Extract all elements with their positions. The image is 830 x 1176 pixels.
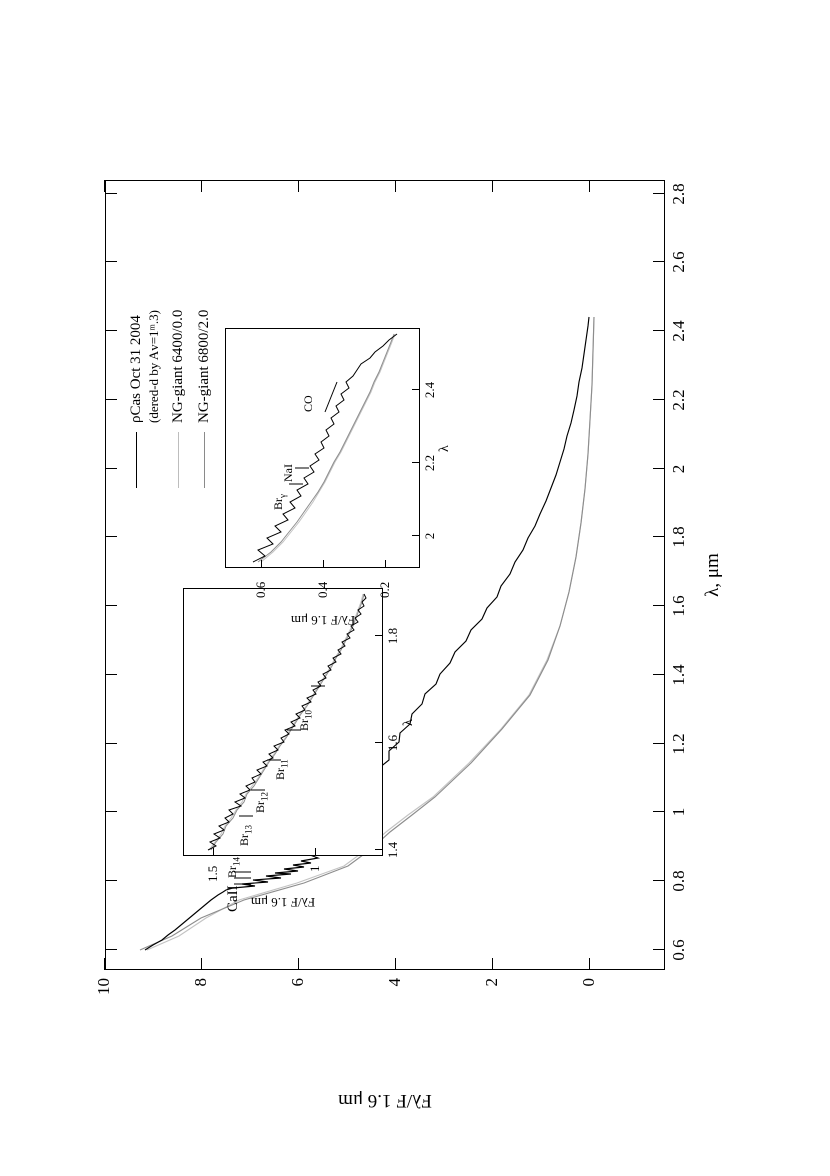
xtick-label: 2.6 xyxy=(669,251,688,273)
inset-h-xtick: 1.6 xyxy=(385,734,400,752)
inset-h-xtick: 1.8 xyxy=(385,627,400,645)
xtick-label: 0.8 xyxy=(669,870,688,892)
legend-swatch-black xyxy=(136,432,137,488)
feature-br11: $Br_{11}$ xyxy=(273,759,290,780)
inset-h-xtick: 1.4 xyxy=(385,841,400,859)
ytick-label: 0 xyxy=(579,978,598,987)
feature-brgamma: $Br_\gamma$ xyxy=(271,494,288,510)
legend-label: NG-giant 6800/2.0 xyxy=(195,309,212,423)
xtick-label: 2.8 xyxy=(669,183,688,205)
legend-sublabel: (dered-d by Aᴠ=1ᵐ.3) xyxy=(145,310,161,423)
legend-item-rho-cas xyxy=(127,310,162,488)
feature-br14: $Br_{14}$ xyxy=(225,857,242,878)
xtick-label: 2 xyxy=(669,464,688,474)
inset-k-ytick: 0.2 xyxy=(377,581,392,598)
feature-br10: $Br_{10}$ xyxy=(297,710,314,731)
x-axis-title: λ, μm xyxy=(702,553,723,597)
legend-swatch-dark-gray xyxy=(204,432,205,488)
xtick-label: 1.2 xyxy=(669,733,688,755)
inset-k-ytick: 0.4 xyxy=(315,581,330,598)
inset-h-ytitle: Fλ/F 1.6 μm xyxy=(250,895,316,910)
feature-co: CO xyxy=(301,395,315,412)
legend-item-ng-6800 xyxy=(195,310,214,488)
ytick-label: 4 xyxy=(385,978,404,987)
xtick-label: 1.4 xyxy=(669,664,688,686)
ytick-label: 10 xyxy=(94,978,113,995)
xtick-label: 1 xyxy=(669,807,688,817)
spectrum-figure xyxy=(65,88,765,1111)
inset-k-ytick: 0.6 xyxy=(253,581,268,598)
annotation-caii: CaII xyxy=(225,885,241,912)
xtick-label: 1.6 xyxy=(669,595,688,617)
legend-label: ρCas Oct 31 2004 xyxy=(128,315,144,423)
inset-k-xtick: 2 xyxy=(422,532,437,540)
inset-h-band-curves xyxy=(183,588,383,856)
xtick-label: 0.6 xyxy=(669,939,688,961)
inset-k-ytitle: Fλ/F 1.6 μm xyxy=(290,613,356,628)
feature-br13: $Br_{13}$ xyxy=(237,825,254,846)
inset-k-xtick: 2.2 xyxy=(422,454,437,472)
legend-label: NG-giant 6400/0.0 xyxy=(170,309,186,423)
legend-item-ng-6400 xyxy=(169,310,188,488)
xtick-label: 2.4 xyxy=(669,320,688,342)
xtick-label: 1.8 xyxy=(669,526,688,548)
feature-br12: $Br_{12}$ xyxy=(253,792,270,813)
ytick-label: 2 xyxy=(482,978,501,987)
legend-swatch-light-gray xyxy=(178,432,179,488)
inset-h-ytick: 1 xyxy=(307,865,322,872)
y-axis-title: Fλ/F 1.6 μm xyxy=(338,1090,432,1111)
inset-k-xtitle: λ xyxy=(437,445,452,452)
ytick-label: 6 xyxy=(288,978,307,987)
feature-nai: NaI xyxy=(281,464,295,482)
inset-k-band-curves xyxy=(225,328,420,568)
inset-k-xtick: 2.4 xyxy=(422,381,437,399)
inset-h-ytick: 1.5 xyxy=(205,865,220,882)
ytick-label: 8 xyxy=(191,978,210,987)
inset-h-xtitle: λ xyxy=(401,719,416,726)
xtick-label: 2.2 xyxy=(669,389,688,411)
legend xyxy=(127,310,221,488)
